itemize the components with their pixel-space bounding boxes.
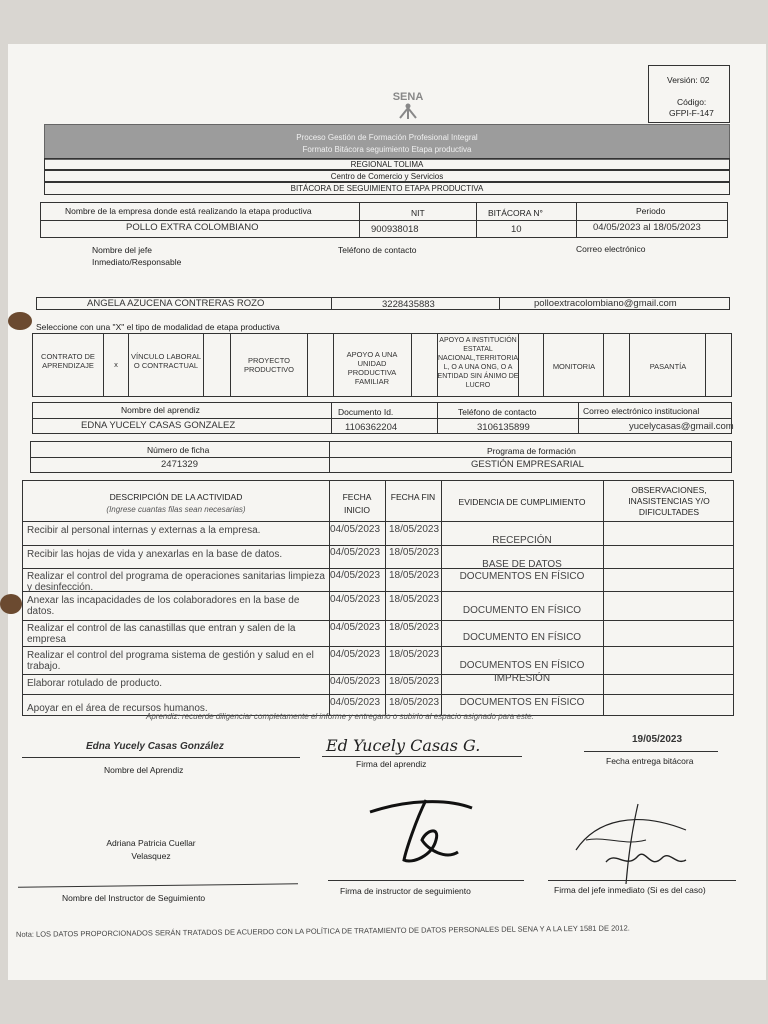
boss-signature-caption: Firma del jefe inmediato (Si es del caso)	[554, 885, 706, 895]
learner-table	[32, 402, 732, 434]
centro-row	[44, 170, 730, 182]
learner-name-header: Nombre del aprendiz	[121, 405, 200, 415]
activity-desc: Recibir las hojas de vida y anexarlas en la base de datos.	[27, 549, 283, 560]
modality-instruction: Seleccione con una "X" el tipo de modalidad de etapa productiva	[36, 322, 280, 332]
activity-desc: Apoyar en el área de recursos humanos.	[27, 703, 208, 714]
company-name: POLLO EXTRA COLOMBIANO	[126, 222, 259, 233]
activity-header-note: (Ingrese cuantas filas sean necesarias)	[106, 505, 246, 514]
activities-table	[22, 480, 734, 716]
centro-label: Centro de Comercio y Servicios	[330, 172, 444, 181]
bitacora-number: 10	[511, 224, 522, 235]
activity-start: 04/05/2023	[330, 622, 381, 633]
code-value: GFPI-F-147	[669, 108, 714, 118]
observations-header: OBSERVACIONES, INASISTENCIAS Y/O DIFICULTADES	[628, 485, 710, 517]
activity-desc: Anexar las incapacidades de los colaboradores en la base de datos.	[27, 595, 300, 617]
nit-header: NIT	[411, 208, 425, 218]
activity-desc: Realizar el control de las canastillas que entran y salen de la empresa	[27, 623, 296, 645]
modality-table	[32, 333, 732, 397]
activity-start: 04/05/2023	[330, 676, 381, 687]
learner-email-header: Correo electrónico institucional	[583, 406, 700, 416]
instructor-name: Adriana Patricia Cuellar Velasquez	[106, 838, 196, 861]
boss-phone-label: Teléfono de contacto	[338, 245, 417, 255]
program-header: Programa de formación	[487, 446, 576, 456]
learner-phone-header: Teléfono de contacto	[458, 407, 537, 417]
learner-name: EDNA YUCELY CASAS GONZALEZ	[81, 420, 236, 431]
footer-instruction: Aprendiz: recuerde diligenciar completamente el informe y entregarlo o subirlo al espacio asignado para este.	[146, 712, 534, 721]
activity-end: 18/05/2023	[389, 570, 440, 581]
start-date-header: FECHA INICIO	[342, 492, 372, 515]
process-title: Proceso Gestión de Formación Profesional Integral	[296, 133, 478, 142]
learner-email: yucelycasas@gmail.com	[629, 421, 734, 432]
activity-end: 18/05/2023	[389, 594, 440, 605]
activity-start: 04/05/2023	[330, 697, 381, 708]
activity-end: 18/05/2023	[389, 524, 440, 535]
boss-signature-line	[548, 880, 736, 881]
code-label: Código:	[677, 97, 707, 107]
learner-signature-line	[322, 756, 522, 757]
svg-text:SENA: SENA	[392, 91, 424, 103]
punch-hole	[8, 312, 32, 330]
version-box	[648, 65, 730, 123]
activity-evidence: IMPRESIÓN	[493, 673, 551, 684]
punch-hole	[0, 594, 22, 614]
activity-evidence: DOCUMENTOS EN FÍSICO	[459, 571, 585, 582]
instructor-signature-line	[328, 880, 524, 881]
learner-name-caption: Nombre del Aprendiz	[104, 765, 184, 775]
activity-evidence: DOCUMENTO EN FÍSICO	[462, 632, 582, 643]
learner-doc-header: Documento Id.	[338, 407, 394, 417]
learner-doc: 1106362204	[345, 422, 398, 433]
boss-name-label: Nombre del jefe Inmediato/Responsable	[92, 245, 182, 267]
learner-name-line	[22, 757, 300, 758]
activity-header: DESCRIPCIÓN DE LA ACTIVIDAD	[109, 492, 243, 502]
learner-phone: 3106135899	[477, 422, 530, 433]
activity-evidence: BASE DE DATOS	[482, 559, 562, 570]
instructor-signature-caption: Firma de instructor de seguimiento	[340, 886, 471, 896]
ficha-table	[30, 441, 732, 473]
sena-logo	[386, 88, 430, 120]
boss-row	[36, 297, 730, 310]
bitacora-title: BITÁCORA DE SEGUIMIENTO ETAPA PRODUCTIVA	[290, 184, 484, 193]
period-value: 04/05/2023 al 18/05/2023	[593, 222, 701, 233]
activity-start: 04/05/2023	[330, 524, 381, 535]
legal-note: Nota: LOS DATOS PROPORCIONADOS SERÁN TRATADOS DE ACUERDO CON LA POLÍTICA DE TRATAMIENTO DE DATOS PERSONALES DEL SENA Y A LA LEY 1581 DE 2012.	[15, 923, 630, 939]
activity-evidence: DOCUMENTOS EN FÍSICO	[459, 660, 585, 671]
format-title: Formato Bitácora seguimiento Etapa productiva	[302, 145, 472, 154]
modality-proyecto: PROYECTO PRODUCTIVO	[243, 356, 294, 374]
boss-phone: 3228435883	[382, 299, 435, 310]
modality-contrato: CONTRATO DE APRENDIZAJE	[41, 352, 95, 370]
delivery-date-caption: Fecha entrega bitácora	[606, 756, 694, 766]
delivery-date-line	[584, 751, 718, 752]
ficha-header: Número de ficha	[147, 445, 210, 455]
evidence-header: EVIDENCIA DE CUMPLIMIENTO	[458, 497, 586, 507]
end-date-header: FECHA FIN	[390, 492, 436, 502]
company-table	[40, 202, 728, 238]
activity-start: 04/05/2023	[330, 594, 381, 605]
activity-end: 18/05/2023	[389, 622, 440, 633]
activity-end: 18/05/2023	[389, 649, 440, 660]
modality-familiar: APOYO A UNA UNIDAD PRODUCTIVA FAMILIAR	[346, 350, 398, 386]
modality-mark: x	[114, 360, 118, 369]
title-bar	[44, 124, 730, 160]
modality-pasantia: PASANTÍA	[649, 362, 687, 371]
nit-value: 900938018	[371, 224, 419, 235]
learner-signature-caption: Firma del aprendiz	[356, 759, 427, 769]
bitacora-row	[44, 182, 730, 195]
activity-end: 18/05/2023	[389, 547, 440, 558]
regional-label: REGIONAL TOLIMA	[350, 160, 424, 169]
boss-email-label: Correo electrónico	[576, 244, 646, 254]
activity-start: 04/05/2023	[330, 570, 381, 581]
modality-institucion: APOYO A INSTITUCIÓN ESTATAL NACIONAL,TERRITORIA L, O A UNA ONG, O A ENTIDAD SIN ÁNIMO DE LUCRO	[437, 337, 519, 389]
activity-start: 04/05/2023	[330, 547, 381, 558]
activity-end: 18/05/2023	[389, 697, 440, 708]
learner-signature: Ed Yucely Casas G.	[326, 736, 481, 755]
regional-row	[44, 158, 730, 170]
modality-monitoria: MONITORIA	[552, 362, 596, 371]
activity-evidence: RECEPCIÓN	[492, 535, 552, 546]
version-label: Versión: 02	[667, 75, 710, 85]
activity-desc: Elaborar rotulado de producto.	[27, 678, 163, 689]
ficha-value: 2471329	[161, 459, 198, 470]
learner-name-handwritten: Edna Yucely Casas González	[86, 741, 224, 752]
activity-end: 18/05/2023	[389, 676, 440, 687]
activity-evidence: DOCUMENTO EN FÍSICO	[462, 605, 582, 616]
instructor-name-caption: Nombre del Instructor de Seguimiento	[62, 893, 206, 903]
activity-evidence: DOCUMENTOS EN FÍSICO	[459, 697, 585, 708]
boss-email: polloextracolombiano@gmail.com	[534, 298, 677, 309]
period-header: Periodo	[636, 206, 666, 216]
activity-desc: Realizar el control del programa sistema de gestión y salud en el trabajo.	[27, 650, 314, 672]
modality-vinculo: VÍNCULO LABORAL O CONTRACTUAL	[130, 352, 202, 370]
delivery-date: 19/05/2023	[632, 734, 683, 745]
instructor-signature	[366, 790, 476, 870]
company-header: Nombre de la empresa donde está realizando la etapa productiva	[65, 206, 312, 216]
boss-signature	[566, 800, 706, 886]
boss-name: ANGELA AZUCENA CONTRERAS ROZO	[87, 298, 265, 309]
program-value: GESTIÓN EMPRESARIAL	[471, 459, 584, 470]
activity-desc: Recibir al personal internas y externas a la empresa.	[27, 525, 261, 536]
bitacora-number-header: BITÁCORA N°	[488, 208, 543, 218]
activity-start: 04/05/2023	[330, 649, 381, 660]
activity-desc: Realizar el control del programa de operaciones sanitarias limpieza y desinfección.	[27, 571, 325, 593]
